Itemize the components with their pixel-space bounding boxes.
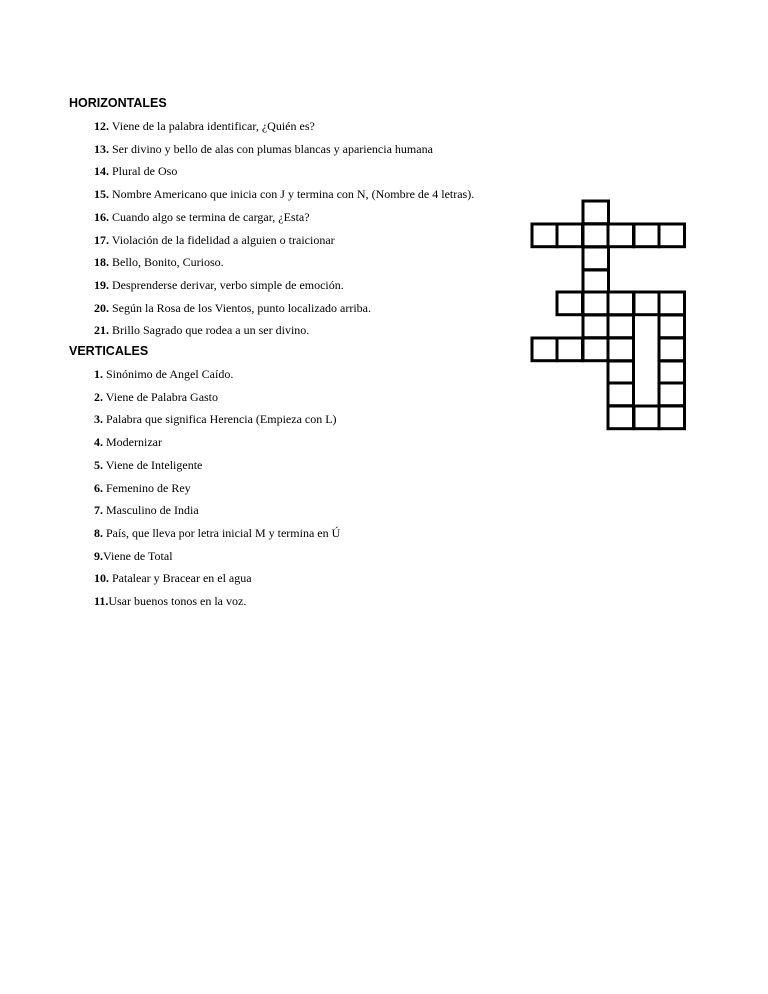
clue-number: 7. bbox=[94, 503, 103, 518]
clue-number: 5. bbox=[94, 457, 103, 472]
crossword-cell[interactable] bbox=[583, 315, 609, 338]
crossword-cell[interactable] bbox=[608, 361, 634, 384]
clue-number: 6. bbox=[94, 480, 103, 495]
clue-number: 2. bbox=[94, 389, 103, 404]
crossword-cell[interactable] bbox=[583, 270, 609, 293]
clue-text: Usar buenos tonos en la voz. bbox=[108, 594, 247, 608]
crossword-cell[interactable] bbox=[634, 406, 660, 429]
clue-number: 10. bbox=[94, 571, 109, 586]
crossword-cell[interactable] bbox=[659, 315, 685, 338]
crossword-cell[interactable] bbox=[583, 224, 609, 247]
clue-text: Viene de Total bbox=[103, 548, 173, 563]
clue-text: Viene de Palabra Gasto bbox=[103, 389, 219, 404]
clue-number: 13. bbox=[94, 141, 109, 156]
clue-text: Modernizar bbox=[103, 435, 162, 450]
clue-number: 9. bbox=[94, 548, 103, 563]
crossword-cell[interactable] bbox=[532, 224, 558, 247]
clue-number: 14. bbox=[94, 164, 109, 179]
clue-text: Nombre Americano que inicia con J y termina con N, (Nombre de 4 letras). bbox=[109, 187, 475, 202]
heading-verticales: VERTICALES bbox=[69, 344, 149, 358]
crossword-cell[interactable] bbox=[532, 338, 558, 361]
clue-number: 19. bbox=[94, 277, 109, 292]
clue-number: 20. bbox=[94, 300, 109, 315]
clue-text: Plural de Oso bbox=[109, 164, 178, 179]
clue-number: 17. bbox=[94, 232, 109, 247]
clue-number: 18. bbox=[94, 255, 109, 270]
clue-text: Viene de Inteligente bbox=[103, 457, 203, 472]
clue-number: 11. bbox=[94, 594, 109, 608]
clue-text: Bello, Bonito, Curioso. bbox=[109, 255, 224, 270]
crossword-cell[interactable] bbox=[659, 224, 685, 247]
clue-number: 16. bbox=[94, 209, 109, 224]
crossword-cell[interactable] bbox=[583, 338, 609, 361]
crossword-cell[interactable] bbox=[659, 361, 685, 384]
clue-text: Masculino de India bbox=[103, 503, 199, 518]
crossword-cell[interactable] bbox=[608, 338, 634, 361]
crossword-cell[interactable] bbox=[608, 292, 634, 315]
clue-text: Viene de la palabra identificar, ¿Quién es? bbox=[109, 119, 315, 133]
heading-horizontales: HORIZONTALES bbox=[69, 96, 167, 110]
clue-number: 21. bbox=[94, 323, 109, 338]
crossword-cell[interactable] bbox=[583, 292, 609, 315]
clue-text: Cuando algo se termina de cargar, ¿Esta? bbox=[109, 209, 310, 224]
clue-number: 15. bbox=[94, 187, 109, 202]
clue-number: 4. bbox=[94, 435, 103, 450]
crossword-cell[interactable] bbox=[659, 383, 685, 406]
clue-text: Violación de la fidelidad a alguien o traicionar bbox=[109, 232, 335, 247]
clue-text: País, que lleva por letra inicial M y termina en Ú bbox=[103, 525, 341, 540]
crossword-cell[interactable] bbox=[634, 224, 660, 247]
clue-text: Palabra que significa Herencia (Empieza con L) bbox=[103, 412, 337, 427]
clue-text: Brillo Sagrado que rodea a un ser divino. bbox=[109, 323, 310, 338]
clue-number: 3. bbox=[94, 412, 103, 427]
clue-number: 12. bbox=[94, 119, 109, 133]
crossword-cell[interactable] bbox=[608, 224, 634, 247]
crossword-cell[interactable] bbox=[557, 338, 583, 361]
crossword-cell[interactable] bbox=[659, 338, 685, 361]
crossword-cell[interactable] bbox=[557, 224, 583, 247]
crossword-cell[interactable] bbox=[634, 292, 660, 315]
clue-number: 1. bbox=[94, 367, 103, 381]
crossword-cell[interactable] bbox=[608, 383, 634, 406]
crossword-cell[interactable] bbox=[583, 201, 609, 224]
clue-text: Femenino de Rey bbox=[103, 480, 191, 495]
crossword-cell[interactable] bbox=[557, 292, 583, 315]
clue-number: 8. bbox=[94, 525, 103, 540]
crossword-cell[interactable] bbox=[608, 315, 634, 338]
clue-text: Según la Rosa de los Vientos, punto localizado arriba. bbox=[109, 300, 372, 315]
clue-text: Ser divino y bello de alas con plumas blancas y apariencia humana bbox=[109, 141, 433, 156]
crossword-cell[interactable] bbox=[659, 292, 685, 315]
crossword-cell[interactable] bbox=[583, 247, 609, 270]
crossword-cell[interactable] bbox=[608, 406, 634, 429]
crossword-cell[interactable] bbox=[659, 406, 685, 429]
clue-text: Sinónimo de Angel Caído. bbox=[103, 367, 234, 381]
clue-text: Patalear y Bracear en el agua bbox=[109, 571, 252, 586]
clue-text: Desprenderse derivar, verbo simple de emoción. bbox=[109, 277, 344, 292]
